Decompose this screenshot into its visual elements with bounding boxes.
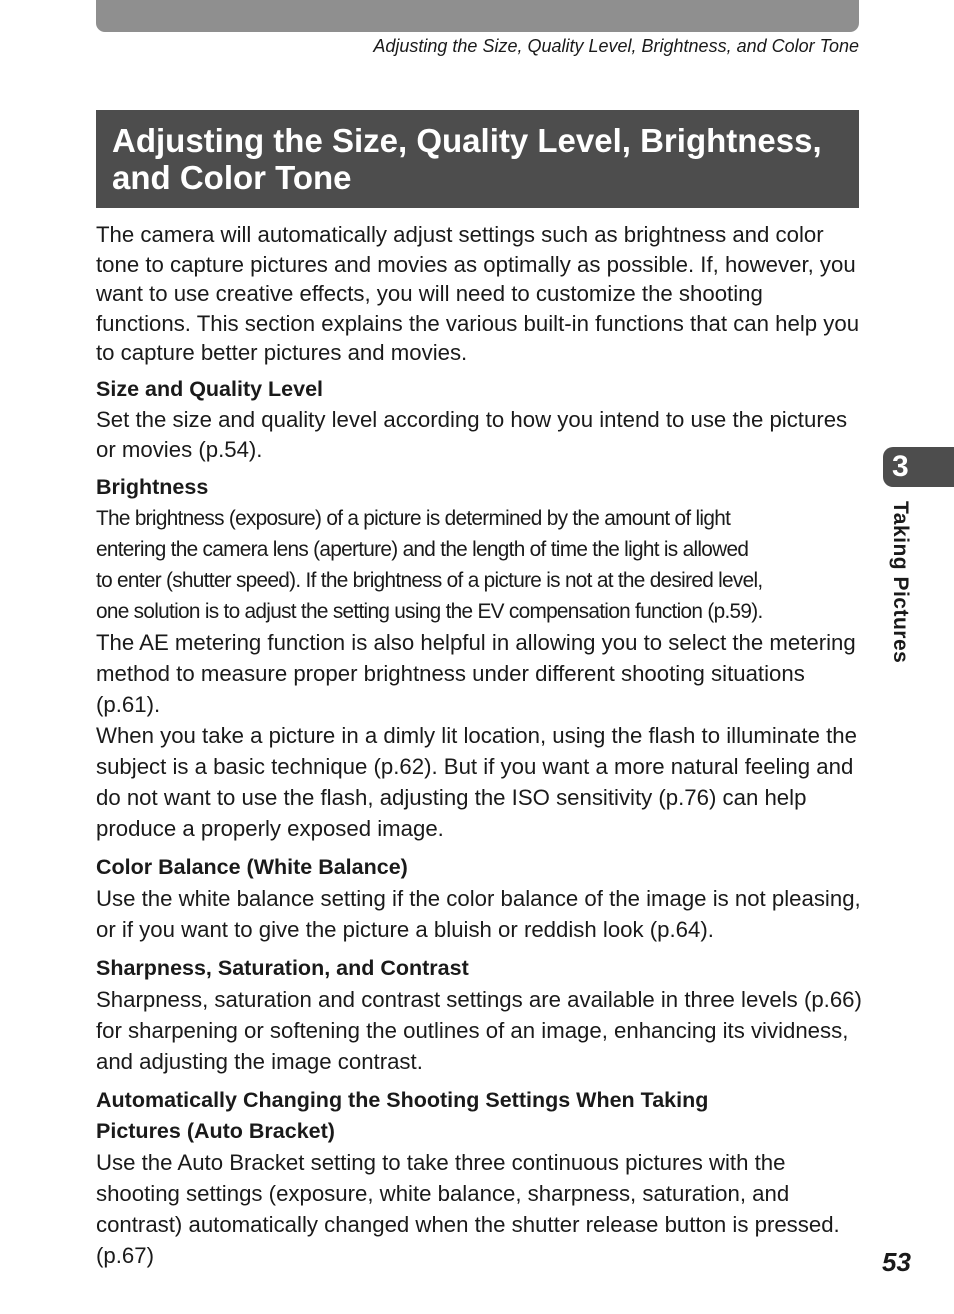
brightness-line-1: The brightness (exposure) of a picture is determined by the amount of light <box>96 507 731 531</box>
section-auto-bracket <box>96 1085 862 1271</box>
header-bar <box>96 0 859 32</box>
paragraph-auto-bracket: Use the Auto Bracket setting to take three continuous pictures with the shooting settings (exposure, white balance, sharpness, saturation, and contrast) automatically changed when the shutter release button is pressed. (p.67) <box>96 1150 840 1269</box>
section-color-balance <box>96 852 862 945</box>
section-title-line-2: and Color Tone <box>112 159 352 196</box>
section-title-line-1: Adjusting the Size, Quality Level, Brightness, <box>112 122 822 159</box>
heading-auto-bracket-line-1: Automatically Changing the Shooting Settings When Taking <box>96 1088 709 1113</box>
paragraph-ae-metering: The AE metering function is also helpful in allowing you to select the metering method to measure proper brightness under different shooting situations (p.61). <box>96 630 856 718</box>
paragraph-sharpness: Sharpness, saturation and contrast settings are available in three levels (p.66) for sharpening or softening the outlines of an image, enhancing its vividness, and adjusting the image contrast. <box>96 987 862 1075</box>
heading-color-balance: Color Balance (White Balance) <box>96 855 408 880</box>
page-content <box>96 220 862 1279</box>
brightness-line-2: entering the camera lens (aperture) and the length of time the light is allowed <box>96 538 749 562</box>
intro-paragraph: The camera will automatically adjust settings such as brightness and color tone to capture pictures and movies as optimally as possible. If, however, you want to use creative effects, you will need to customize the shooting functions. This section explains the various built-in functions that can help you to capture better pictures and movies. <box>96 222 860 366</box>
chapter-tab: 3 <box>883 447 954 487</box>
heading-brightness: Brightness <box>96 475 209 500</box>
heading-auto-bracket-line-2: Pictures (Auto Bracket) <box>96 1119 335 1144</box>
heading-size-quality: Size and Quality Level <box>96 376 324 401</box>
running-header: Adjusting the Size, Quality Level, Brightness, and Color Tone <box>373 36 859 56</box>
paragraph-flash-iso: When you take a picture in a dimly lit location, using the flash to illuminate the subject is a basic technique (p.62). But if you want a more natural feeling and do not want to use the flash, adjusting the ISO sensitivity (p.76) can help produce a properly exposed image. <box>96 723 857 842</box>
page-number: 53 <box>882 1247 911 1277</box>
section-brightness <box>96 472 862 844</box>
section-title-box <box>96 110 859 208</box>
brightness-line-3: to enter (shutter speed). If the brightness of a picture is not at the desired level, <box>96 569 763 593</box>
heading-sharpness: Sharpness, Saturation, and Contrast <box>96 956 469 981</box>
section-size-quality <box>96 374 862 464</box>
section-sharpness <box>96 953 862 1077</box>
brightness-line-4: one solution is to adjust the setting using the EV compensation function (p.59). <box>96 600 763 624</box>
paragraph-color-balance: Use the white balance setting if the color balance of the image is not pleasing, or if you want to give the picture a bluish or reddish look (p.64). <box>96 886 861 943</box>
chapter-label: Taking Pictures <box>889 501 912 664</box>
paragraph-size-quality: Set the size and quality level according to how you intend to use the pictures or movies (p.54). <box>96 406 848 462</box>
